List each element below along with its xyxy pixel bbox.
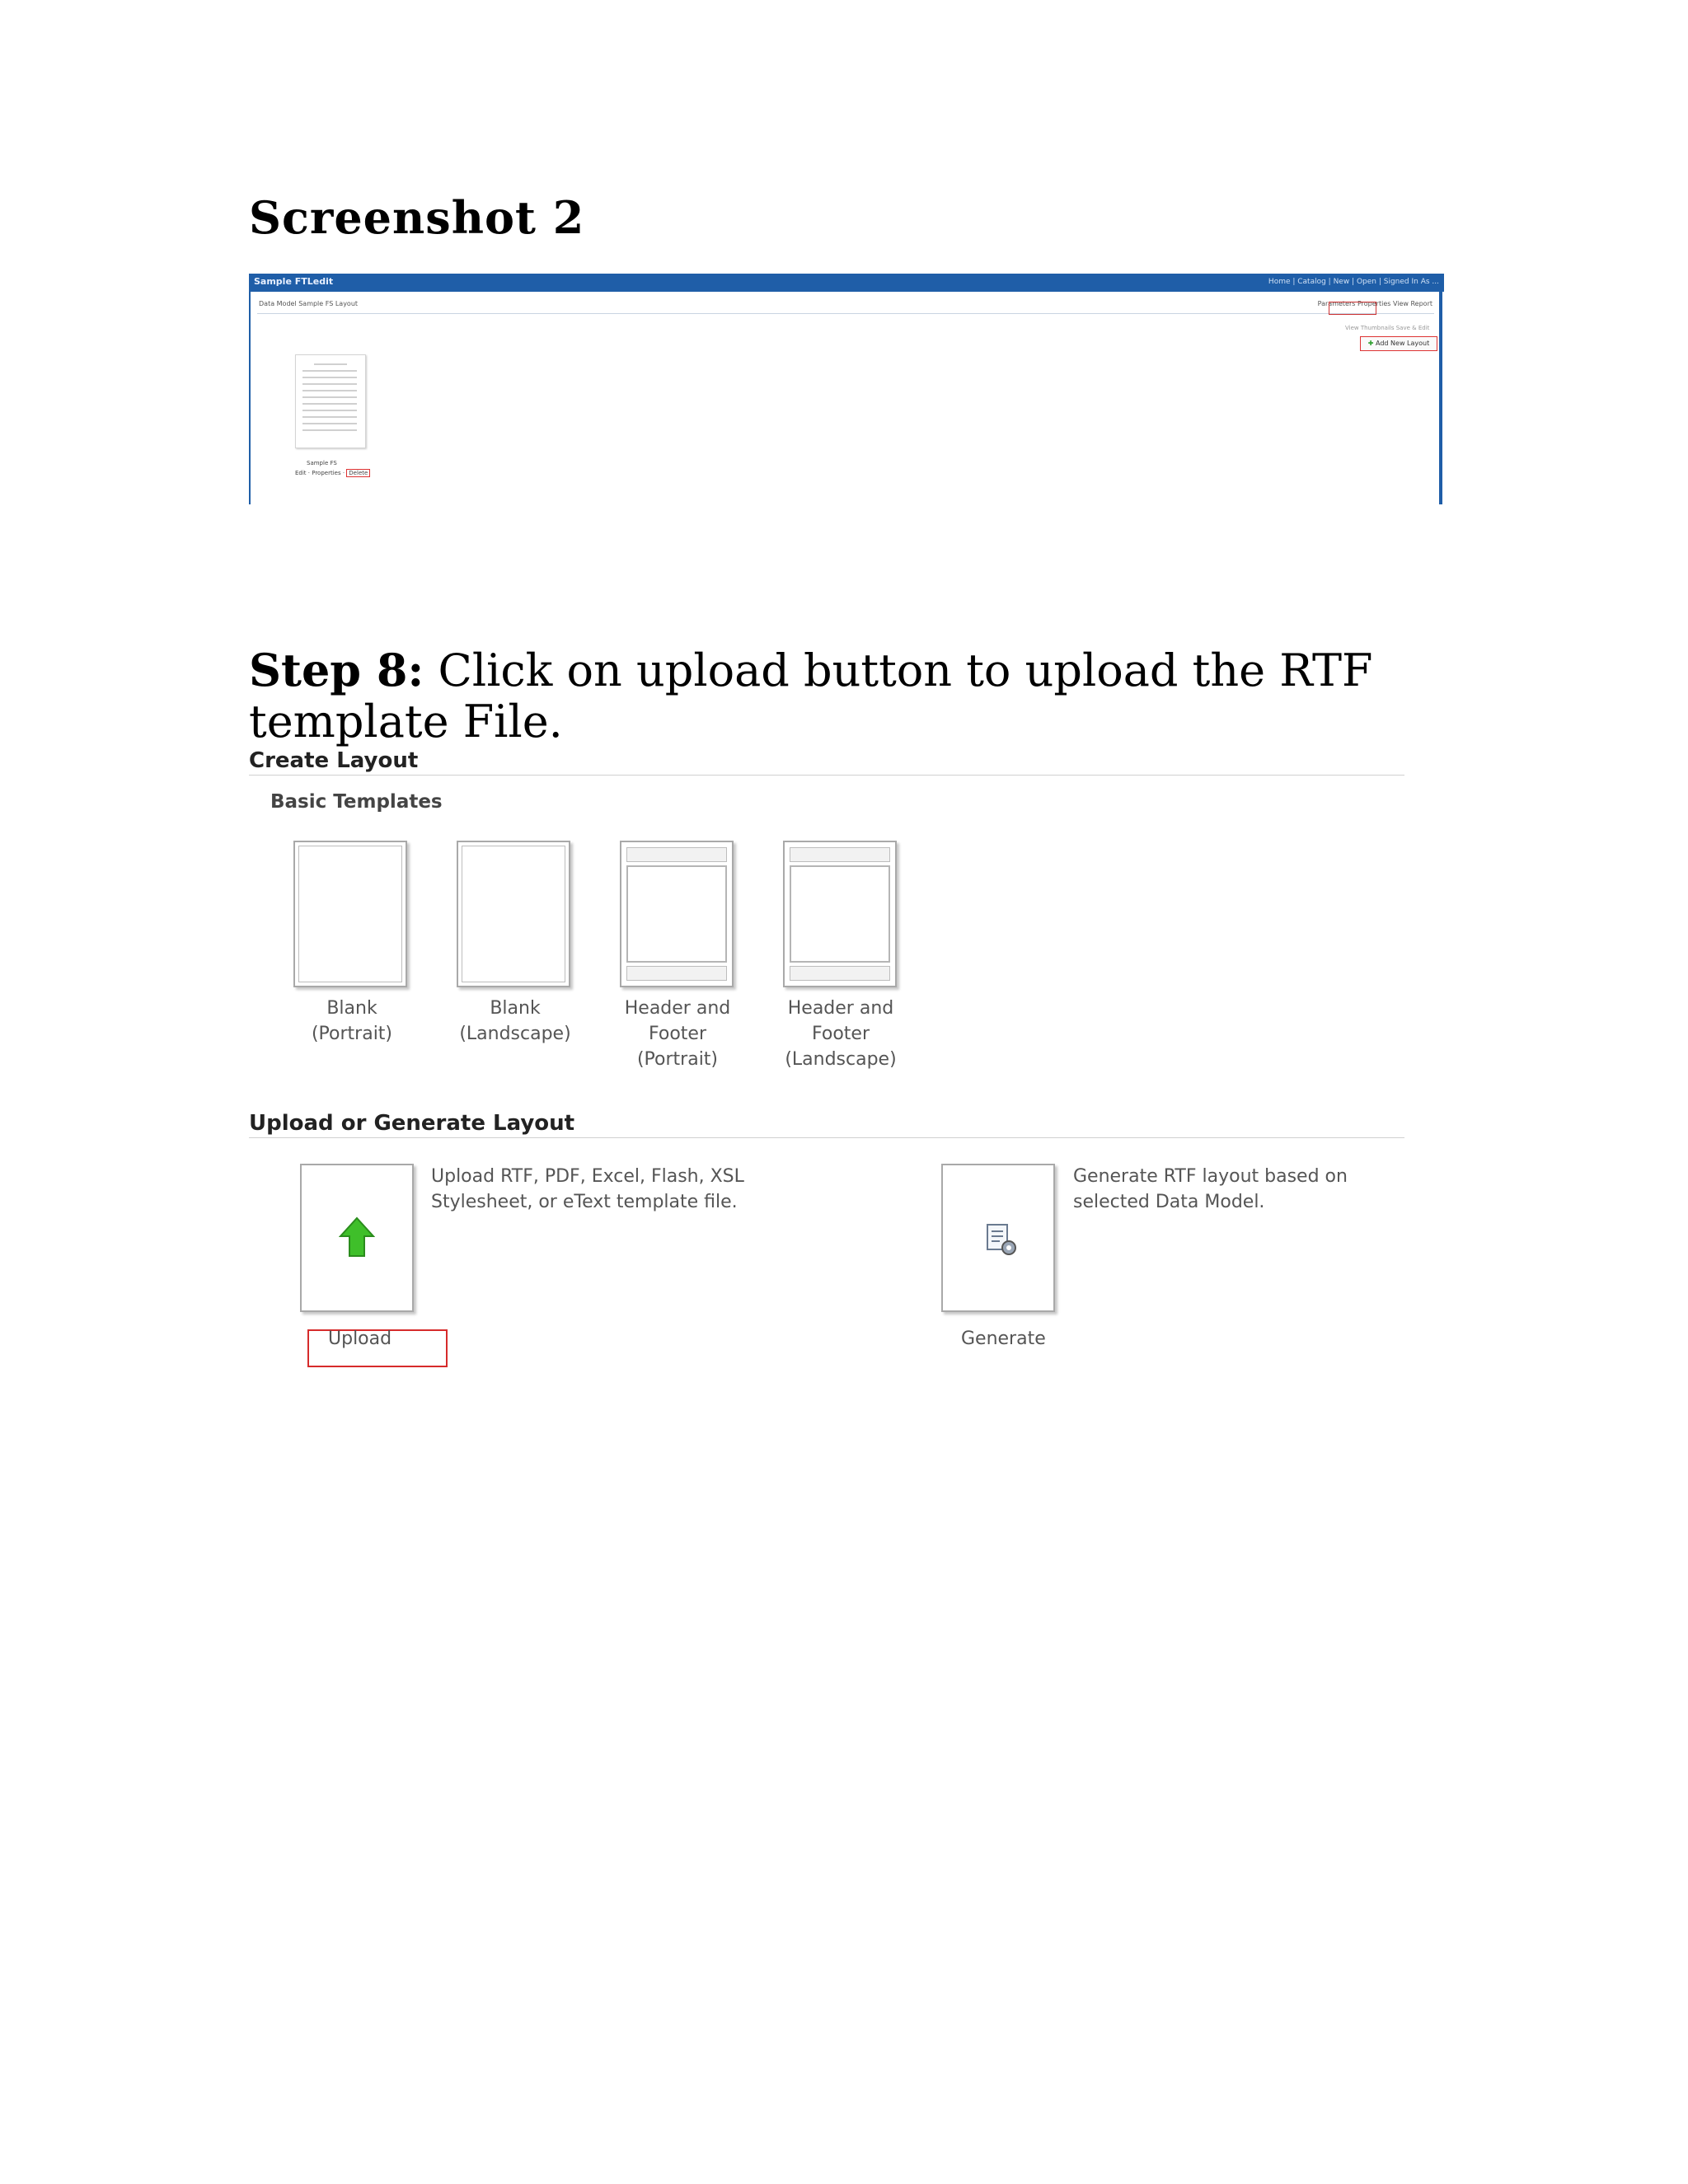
- upload-generate-divider: [249, 1137, 1404, 1138]
- app-small-text: View Thumbnails Save & Edit: [1345, 325, 1430, 331]
- upload-label[interactable]: Upload: [328, 1329, 392, 1349]
- template-header-footer-landscape[interactable]: [783, 841, 897, 987]
- step-instruction: [249, 644, 1436, 748]
- generate-description: [1073, 1164, 1386, 1215]
- template-label-line: (Portrait): [311, 1024, 393, 1044]
- upload-generate-title: Upload or Generate Layout: [249, 1111, 575, 1136]
- thumbnail-links: [295, 470, 370, 476]
- template-label: [595, 996, 760, 1072]
- app-menu: Home | Catalog | New | Open | Signed In As ...: [1268, 278, 1439, 286]
- template-page: [298, 846, 402, 982]
- template-footer-band: [626, 966, 727, 981]
- view-report-highlight: [1329, 302, 1376, 315]
- generate-document-gear-icon: [984, 1223, 1020, 1259]
- section-heading-screenshot: Screenshot 2: [249, 191, 585, 244]
- generate-description-line: selected Data Model.: [1073, 1192, 1265, 1212]
- generate-card[interactable]: [941, 1164, 1055, 1312]
- create-layout-divider: [249, 775, 1404, 776]
- basic-templates-title: Basic Templates: [270, 791, 443, 813]
- app-toolbar: [257, 298, 1434, 314]
- template-body: [626, 865, 727, 963]
- step-label: Step 8:: [249, 644, 424, 696]
- template-header-footer-portrait[interactable]: [620, 841, 734, 987]
- template-label: [758, 996, 923, 1072]
- template-blank-landscape[interactable]: [457, 841, 570, 987]
- upload-description-line: Upload RTF, PDF, Excel, Flash, XSL: [431, 1166, 744, 1187]
- template-label: [433, 996, 598, 1047]
- app-frame: [249, 292, 1442, 504]
- embedded-screenshot: [249, 274, 1444, 504]
- template-footer-band: [790, 966, 890, 981]
- template-label-line: (Landscape): [459, 1024, 571, 1044]
- app-title-bar: [249, 274, 1444, 292]
- add-new-layout-button: [1360, 336, 1437, 351]
- template-label-line: Header and: [624, 998, 731, 1019]
- template-label-line: (Portrait): [636, 1049, 719, 1070]
- layout-thumbnail: [295, 354, 366, 448]
- template-body: [790, 865, 890, 963]
- thumbnail-caption: Sample FS: [307, 460, 337, 466]
- app-title: Sample FTLedit: [254, 276, 334, 287]
- template-label-line: Blank: [326, 998, 377, 1019]
- step-text: Click on upload button to upload the RTF template File.: [249, 644, 1373, 748]
- template-label: [270, 996, 434, 1047]
- add-new-layout-label: Add New Layout: [1376, 340, 1430, 347]
- thumbnail-links-text: Edit · Properties ·: [295, 470, 345, 476]
- template-label-line: Footer: [812, 1024, 870, 1044]
- template-label-line: Footer: [649, 1024, 706, 1044]
- generate-description-line: Generate RTF layout based on: [1073, 1166, 1348, 1187]
- generate-label[interactable]: Generate: [961, 1329, 1046, 1349]
- upload-description: [431, 1164, 744, 1215]
- template-page: [462, 846, 565, 982]
- template-header-band: [626, 847, 727, 862]
- template-label-line: Blank: [490, 998, 541, 1019]
- upload-description-line: Stylesheet, or eText template file.: [431, 1192, 738, 1212]
- template-label-line: Header and: [787, 998, 894, 1019]
- upload-card[interactable]: [300, 1164, 414, 1312]
- template-blank-portrait[interactable]: [293, 841, 407, 987]
- template-header-band: [790, 847, 890, 862]
- app-tabs: Data Model Sample FS Layout: [259, 300, 359, 307]
- plus-icon: ✚: [1367, 340, 1374, 347]
- thumbnail-delete-link: Delete: [346, 469, 370, 477]
- app-tools: Parameters Properties View Report: [1317, 300, 1432, 307]
- upload-arrow-icon: [339, 1216, 375, 1258]
- template-label-line: (Landscape): [785, 1049, 897, 1070]
- create-layout-title: Create Layout: [249, 748, 419, 773]
